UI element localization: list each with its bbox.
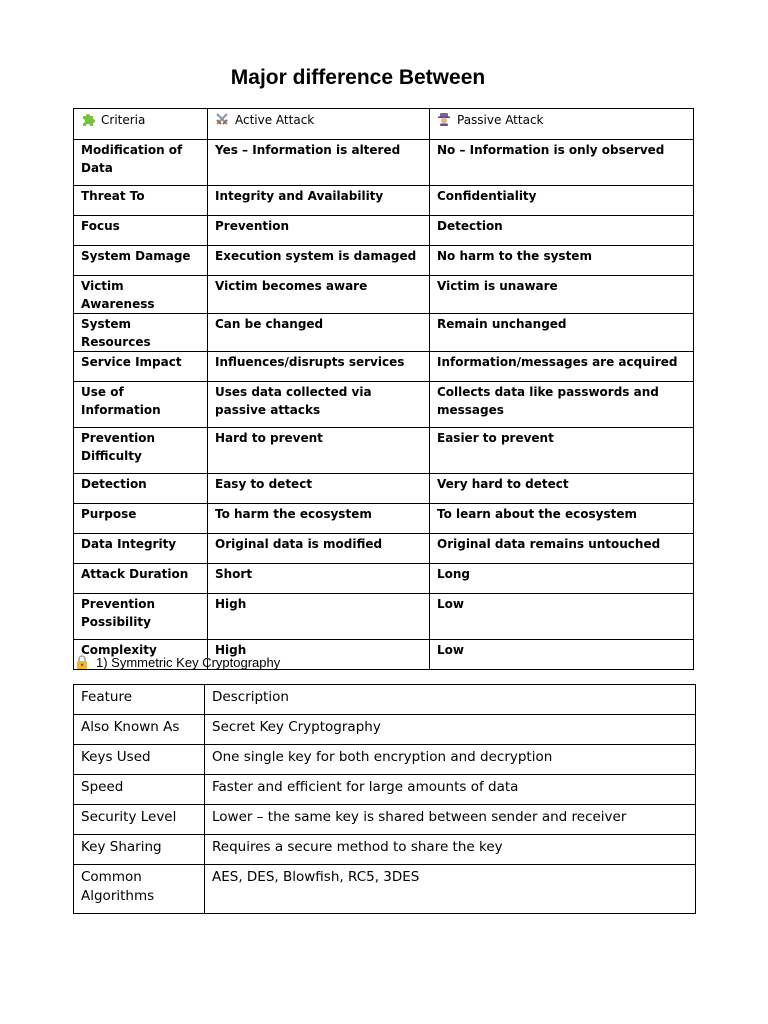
criteria-cell: Purpose [74, 504, 208, 534]
passive-attack-cell: No harm to the system [430, 246, 694, 276]
active-attack-cell: High [208, 640, 430, 670]
table-row [74, 835, 696, 865]
criteria-cell: Attack Duration [74, 564, 208, 594]
criteria-cell: System Damage [74, 246, 208, 276]
passive-attack-cell: Long [430, 564, 694, 594]
table-row [74, 428, 694, 474]
active-attack-cell: Original data is modified [208, 534, 430, 564]
active-attack-cell: Hard to prevent [208, 428, 430, 474]
passive-attack-cell: Confidentiality [430, 186, 694, 216]
table-row [74, 352, 694, 382]
active-attack-cell: Prevention [208, 216, 430, 246]
description-cell: Faster and efficient for large amounts of data [205, 775, 696, 805]
criteria-cell: Victim Awareness [74, 276, 208, 314]
header-cell [208, 109, 430, 140]
criteria-cell: Service Impact [74, 352, 208, 382]
criteria-cell: Focus [74, 216, 208, 246]
active-attack-cell: Victim becomes aware [208, 276, 430, 314]
active-attack-cell: Integrity and Availability [208, 186, 430, 216]
table-row [74, 564, 694, 594]
symmetric-key-table [73, 684, 696, 914]
table-row [74, 382, 694, 428]
table-row [74, 216, 694, 246]
table-row [74, 186, 694, 216]
table-row [74, 865, 696, 914]
header-cell [430, 109, 694, 140]
active-attack-cell: Execution system is damaged [208, 246, 430, 276]
description-cell: One single key for both encryption and decryption [205, 745, 696, 775]
padlock-icon [75, 655, 89, 669]
table-row [74, 474, 694, 504]
active-attack-cell: Uses data collected via passive attacks [208, 382, 430, 428]
criteria-cell: Prevention Possibility [74, 594, 208, 640]
criteria-cell: Modification of Data [74, 140, 208, 186]
criteria-cell: Prevention Difficulty [74, 428, 208, 474]
passive-attack-cell: Very hard to detect [430, 474, 694, 504]
header-label: Passive Attack [457, 113, 544, 127]
table-row [74, 805, 696, 835]
passive-attack-cell: Original data remains untouched [430, 534, 694, 564]
section-heading-text: 1) Symmetric Key Cryptography [96, 655, 281, 670]
header-cell: Description [205, 685, 696, 715]
feature-cell: Key Sharing [74, 835, 205, 865]
passive-attack-cell: To learn about the ecosystem [430, 504, 694, 534]
passive-attack-cell: No – Information is only observed [430, 140, 694, 186]
header-cell [74, 109, 208, 140]
description-cell: Lower – the same key is shared between sender and receiver [205, 805, 696, 835]
feature-cell: Keys Used [74, 745, 205, 775]
active-attack-cell: Can be changed [208, 314, 430, 352]
feature-cell: Security Level [74, 805, 205, 835]
table-row [74, 504, 694, 534]
passive-attack-cell: Collects data like passwords and messages [430, 382, 694, 428]
table-row [74, 276, 694, 314]
table-row [74, 745, 696, 775]
header-label: Criteria [101, 113, 146, 127]
feature-cell: Common Algorithms [74, 865, 205, 914]
table-header-row [74, 685, 696, 715]
table-header-row [74, 109, 694, 140]
feature-cell: Speed [74, 775, 205, 805]
attack-comparison-table [73, 108, 694, 670]
description-cell: AES, DES, Blowfish, RC5, 3DES [205, 865, 696, 914]
passive-attack-cell: Detection [430, 216, 694, 246]
table-row [74, 715, 696, 745]
passive-attack-cell: Information/messages are acquired [430, 352, 694, 382]
header-label: Active Attack [235, 113, 315, 127]
criteria-cell: Detection [74, 474, 208, 504]
description-cell: Secret Key Cryptography [205, 715, 696, 745]
section-heading [75, 655, 280, 670]
criteria-cell: Data Integrity [74, 534, 208, 564]
active-attack-cell: Yes – Information is altered [208, 140, 430, 186]
header-cell: Feature [74, 685, 205, 715]
crossed-swords-icon [215, 112, 229, 126]
document-title: Major difference Between [230, 66, 486, 89]
table-row [74, 775, 696, 805]
detective-icon [437, 112, 451, 126]
passive-attack-cell: Remain unchanged [430, 314, 694, 352]
criteria-cell: Complexity [74, 640, 208, 670]
table-row [74, 314, 694, 352]
criteria-cell: System Resources [74, 314, 208, 352]
criteria-cell: Use of Information [74, 382, 208, 428]
active-attack-cell: To harm the ecosystem [208, 504, 430, 534]
feature-cell: Also Known As [74, 715, 205, 745]
passive-attack-cell: Low [430, 594, 694, 640]
passive-attack-cell: Low [430, 640, 694, 670]
description-cell: Requires a secure method to share the key [205, 835, 696, 865]
puzzle-icon [81, 112, 95, 126]
active-attack-cell: Easy to detect [208, 474, 430, 504]
criteria-cell: Threat To [74, 186, 208, 216]
passive-attack-cell: Easier to prevent [430, 428, 694, 474]
table-row [74, 534, 694, 564]
passive-attack-cell: Victim is unaware [430, 276, 694, 314]
active-attack-cell: Short [208, 564, 430, 594]
active-attack-cell: High [208, 594, 430, 640]
table-row [74, 594, 694, 640]
active-attack-cell: Influences/disrupts services [208, 352, 430, 382]
table-row [74, 140, 694, 186]
table-row [74, 246, 694, 276]
